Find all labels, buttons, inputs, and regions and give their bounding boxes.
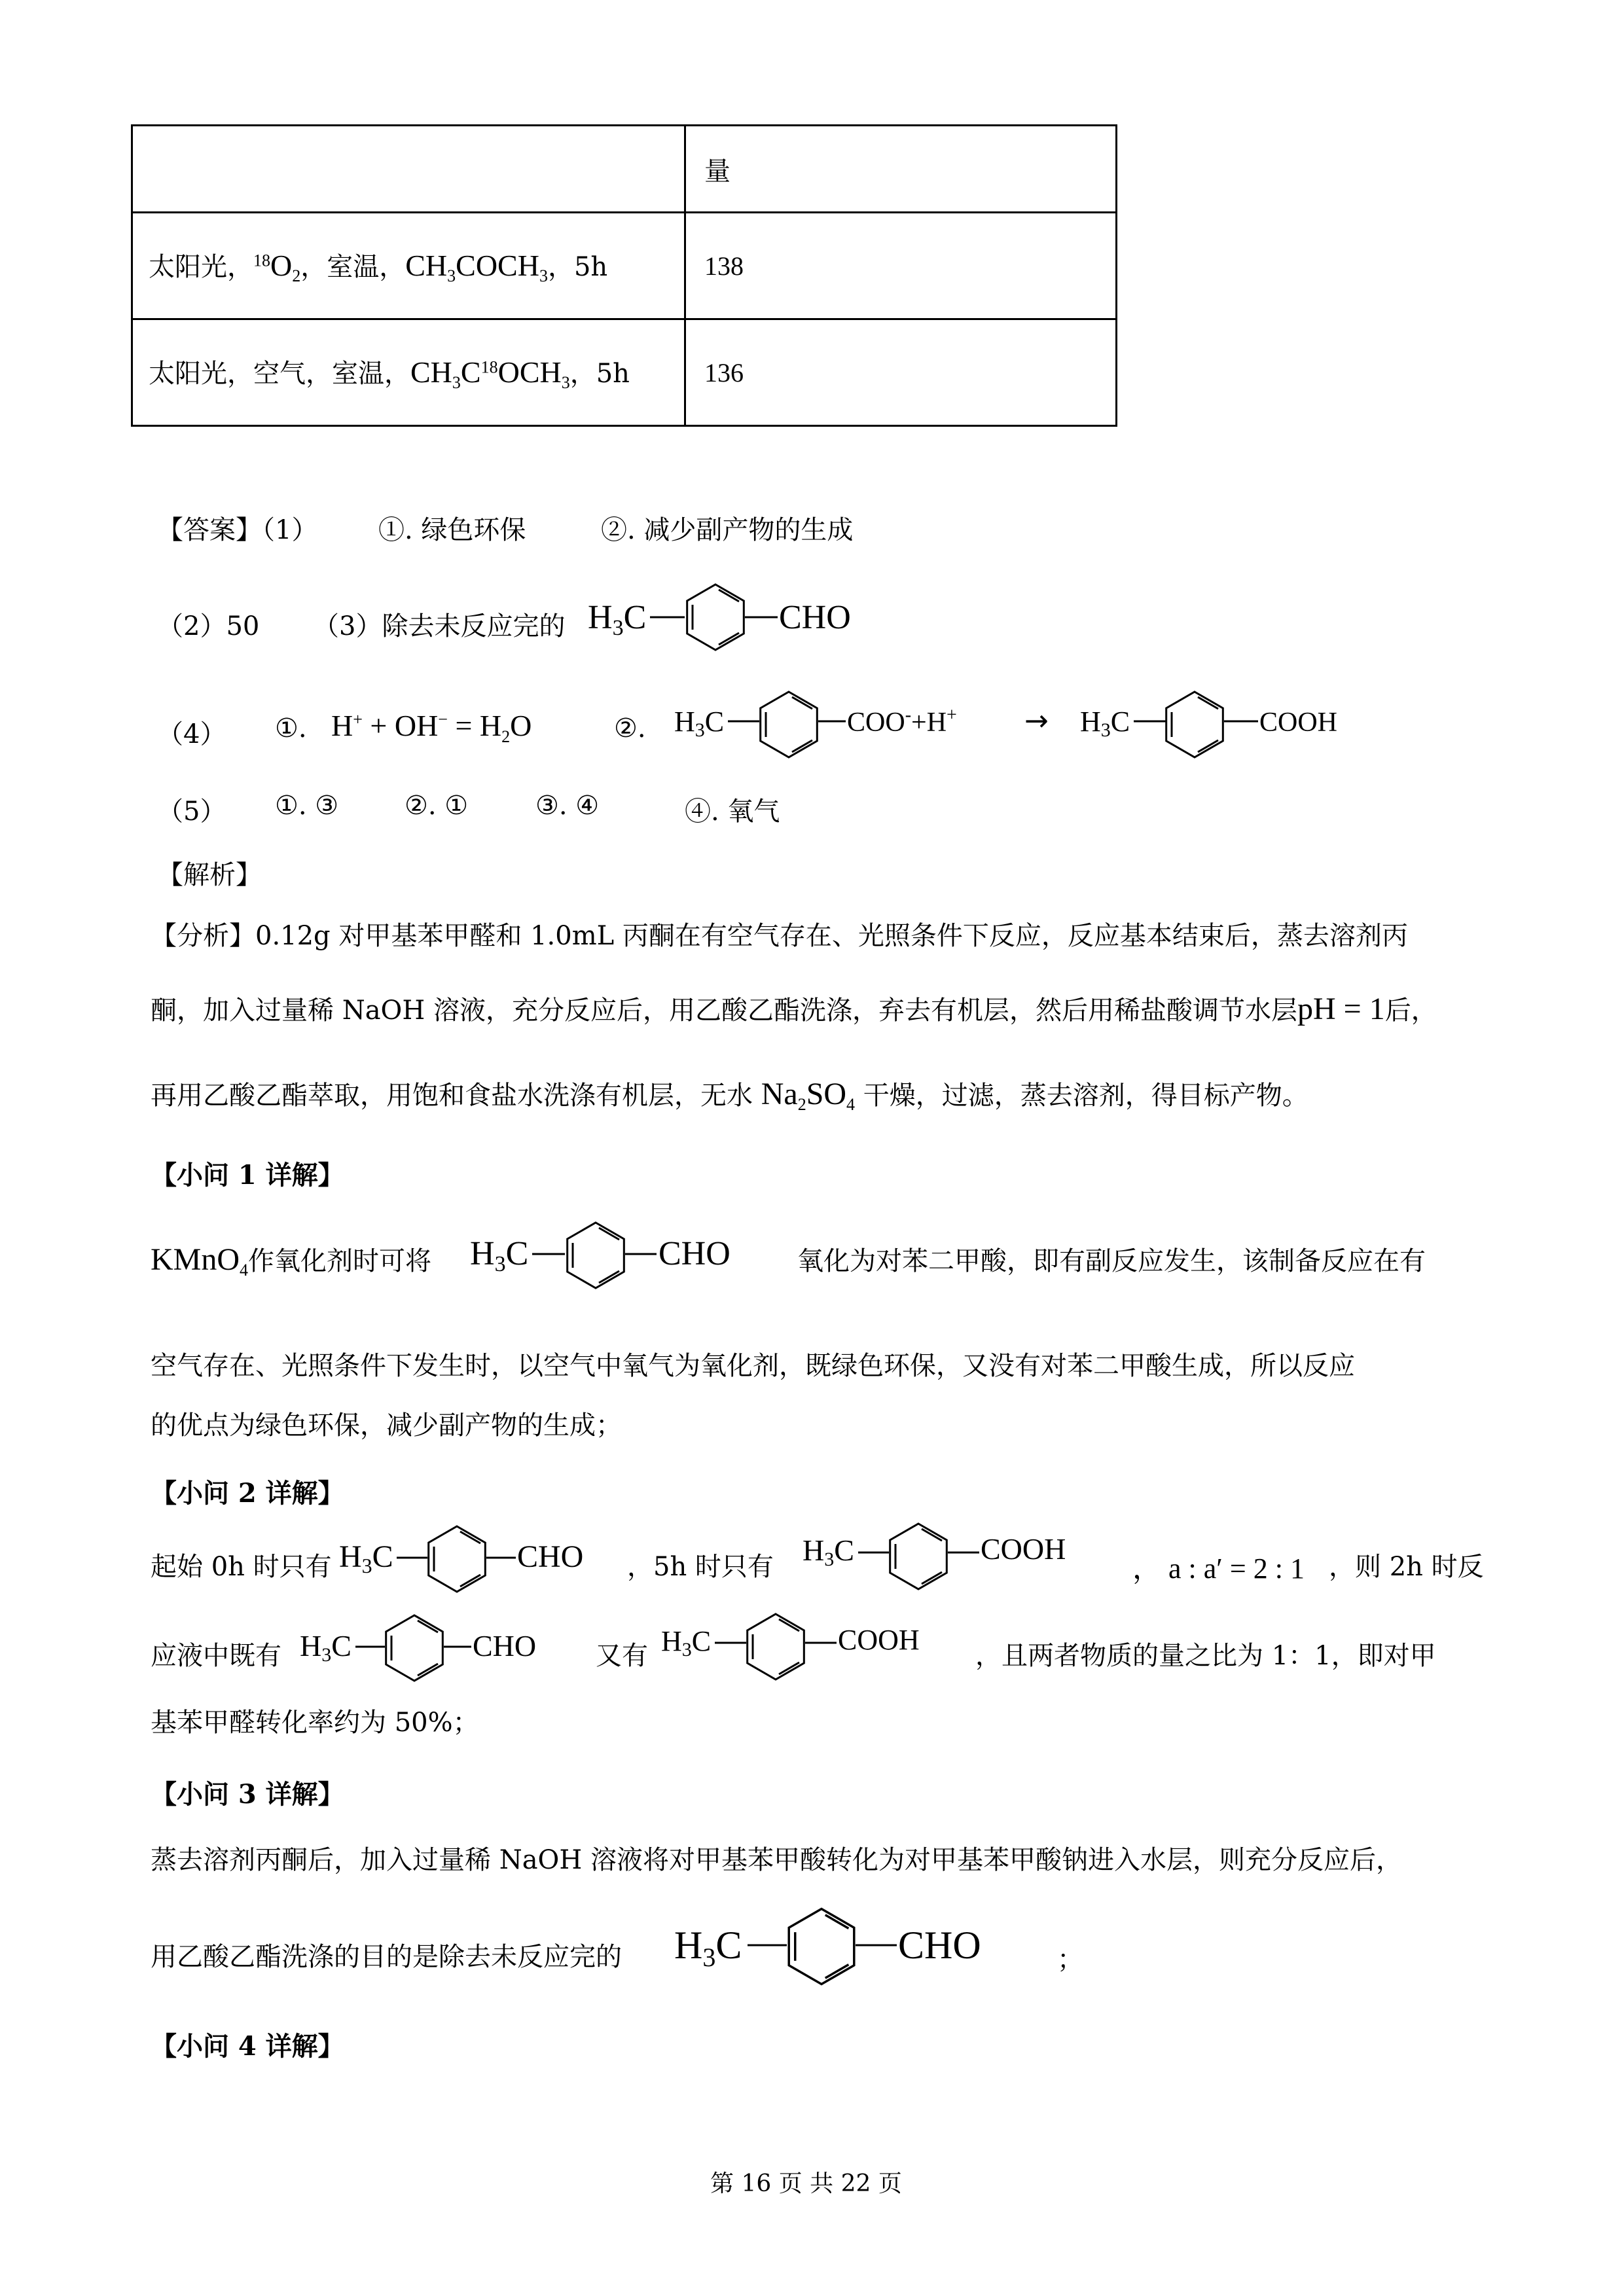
- condition-table: [131, 124, 1117, 427]
- answer-4a-equation: $H^+ + OH^- = H_2O$: [331, 709, 532, 747]
- table-cell: [132, 126, 685, 213]
- answer-5b: ②. ①: [405, 791, 469, 821]
- answer-heading: 【答案】（1）: [157, 515, 318, 545]
- analysis-line: ，且两者物质的量之比为 1：1，即对甲: [975, 1641, 1436, 1671]
- mol-text: H3C: [339, 1539, 393, 1577]
- analysis-line: 应液中既有: [151, 1641, 281, 1671]
- analysis-line: 酮，加入过量稀 NaOH 溶液，充分反应后，用乙酸乙酯洗涤，弃去有机层，然后用稀盐酸调节水层pH = 1后，: [151, 992, 1437, 1026]
- table-cell: 太阳光，$^{18}O_2$，室温，$CH_3COCH_3$，5h: [132, 213, 685, 319]
- section-heading-4: 【小问 4 详解】: [151, 2031, 344, 2062]
- mol-text: CHO: [659, 1235, 731, 1272]
- answer-4b-label: ②.: [614, 713, 646, 744]
- page-footer: 第 16 页 共 22 页: [710, 2170, 902, 2197]
- answer-1b: ②. 减少副产物的生成: [601, 515, 854, 545]
- mol-text: H3C: [1080, 706, 1130, 741]
- analysis-line: 空气存在、光照条件下发生时，以空气中氧气为氧化剂，既绿色环保，又没有对苯二甲酸生成，所以反应: [151, 1351, 1355, 1381]
- mol-text: H3C: [661, 1625, 712, 1660]
- analysis-line: 再用乙酸乙酯萃取，用饱和食盐水洗涤有机层，无水 $Na_2SO_4$ 干燥，过滤，蒸去溶剂，得目标产物。: [151, 1077, 1308, 1114]
- mol-text: CHO: [473, 1629, 537, 1662]
- table-cell: 136: [685, 319, 1117, 426]
- section-heading-2: 【小问 2 详解】: [151, 1478, 344, 1509]
- p-tolualdehyde-structure: [470, 1219, 797, 1297]
- answer-5: （5）: [157, 797, 226, 827]
- answer-2: （2）50: [157, 611, 260, 641]
- mol-text: H3C: [300, 1629, 352, 1666]
- mol-text: COOH: [981, 1532, 1066, 1566]
- mol-text: COO-+H+: [847, 705, 957, 738]
- answer-5a: ①. ③: [275, 791, 339, 821]
- mol-text: COOH: [1259, 708, 1338, 738]
- mol-text: CHO: [779, 599, 851, 636]
- mol-text: $H_3C$: [674, 1924, 742, 1972]
- mol-text: H3C: [674, 706, 725, 741]
- answer-1a: ①. 绿色环保: [378, 515, 526, 545]
- analysis-line: 蒸去溶剂丙酮后，加入过量稀 NaOH 溶液将对甲基苯甲酸转化为对甲基苯甲酸钠进入水层，则充分反应后，: [151, 1845, 1402, 1875]
- table-cell: 138: [685, 213, 1117, 319]
- analysis-heading: 【解析】: [157, 860, 262, 890]
- arrow-text: →: [1024, 704, 1049, 738]
- p-tolualdehyde-structure: [674, 1902, 1080, 1994]
- answer-3: （3）除去未反应完的: [313, 611, 566, 641]
- p-tolualdehyde-structure: [339, 1524, 647, 1596]
- analysis-line: 基苯甲醛转化率约为 50%；: [151, 1708, 479, 1738]
- analysis-line: 起始 0h 时只有: [151, 1552, 332, 1582]
- p-tolualdehyde-structure: [300, 1614, 601, 1686]
- answer-4a-label: ①.: [275, 713, 307, 744]
- analysis-line: 【分析】0.12g 对甲基苯甲醛和 1.0mL 丙酮在有空气存在、光照条件下反应，反应基本结束后，蒸去溶剂丙: [151, 921, 1408, 951]
- p-tolualdehyde-structure: [588, 579, 954, 658]
- analysis-line: ，则 2h 时反: [1329, 1552, 1484, 1582]
- analysis-line: 的优点为绿色环保，减少副产物的生成；: [151, 1410, 622, 1441]
- mol-text: H3C: [803, 1534, 854, 1570]
- section-heading-3: 【小问 3 详解】: [151, 1779, 344, 1810]
- analysis-line: 用乙酸乙酯洗涤的目的是除去未反应完的: [151, 1942, 622, 1972]
- p-toluic-acid-structure: [661, 1610, 1001, 1682]
- analysis-line: KMnO$_4$作氧化剂时可将: [151, 1242, 432, 1280]
- analysis-line: 又有: [596, 1641, 648, 1671]
- analysis-line: ；: [1057, 1945, 1083, 1975]
- mol-text: H3C: [588, 599, 647, 640]
- section-heading-1: 【小问 1 详解】: [151, 1160, 344, 1191]
- ratio-expression: ， a : a′ = 2 : 1: [1132, 1552, 1305, 1585]
- mol-text: CHO: [898, 1924, 981, 1967]
- table-cell: 太阳光，空气，室温，$CH_3C^{18}OCH_3$，5h: [132, 319, 685, 426]
- mol-text: CHO: [517, 1539, 584, 1574]
- mol-text: H3C: [470, 1235, 529, 1276]
- table-row: [132, 126, 1117, 213]
- mol-text: COOH: [838, 1624, 920, 1656]
- table-row: [132, 213, 1117, 319]
- analysis-line: 氧化为对苯二甲酸，即有副反应发生，该制备反应在有: [797, 1246, 1426, 1276]
- reaction-equation: [674, 689, 1420, 767]
- answer-4: （4）: [157, 719, 226, 749]
- p-toluic-acid-structure: [803, 1520, 1143, 1592]
- table-row: [132, 319, 1117, 426]
- table-cell: 量: [685, 126, 1117, 213]
- analysis-line: ，5h 时只有: [627, 1552, 774, 1582]
- answer-5c: ③. ④: [535, 791, 600, 821]
- answer-5d: ④. 氧气: [685, 797, 780, 827]
